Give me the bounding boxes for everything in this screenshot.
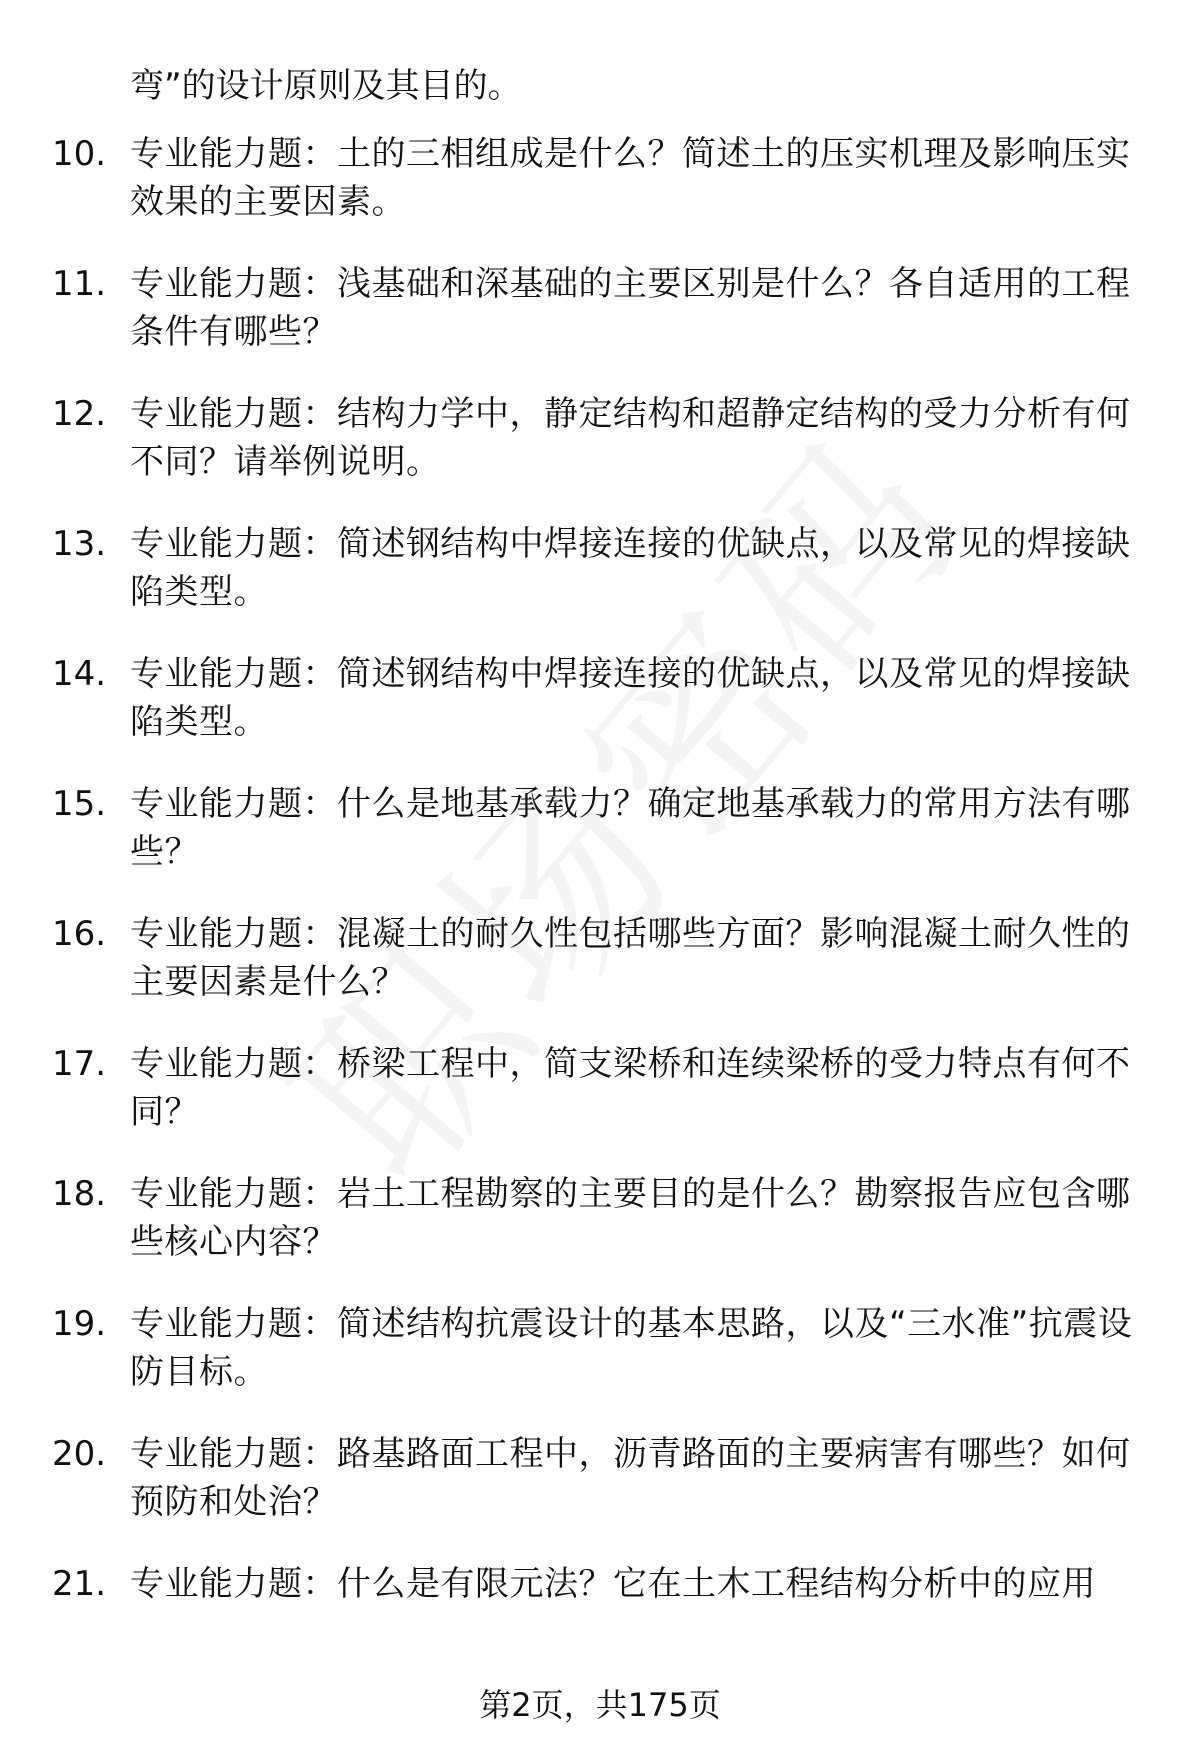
question-number: 11. [52, 264, 107, 304]
page-footer: 第2页，共175页 [479, 1686, 721, 1724]
question-text: 专业能力题：路基路面工程中，沥青路面的主要病害有哪些？如何预防和处治？ [130, 1434, 1131, 1522]
question-text: 专业能力题：浅基础和深基础的主要区别是什么？各自适用的工程条件有哪些？ [130, 264, 1131, 352]
question-text: 专业能力题：土的三相组成是什么？简述土的压实机理及影响压实效果的主要因素。 [130, 134, 1131, 222]
question-text: 专业能力题：混凝土的耐久性包括哪些方面？影响混凝土耐久性的主要因素是什么？ [130, 914, 1131, 1002]
question-text: 专业能力题：结构力学中，静定结构和超静定结构的受力分析有何不同？请举例说明。 [130, 394, 1131, 482]
question-number: 15. [52, 784, 107, 824]
question-number: 17. [52, 1044, 107, 1084]
question-number: 18. [52, 1174, 107, 1214]
question-text: 专业能力题：简述钢结构中焊接连接的优缺点，以及常见的焊接缺陷类型。 [130, 654, 1131, 742]
question-number: 20. [52, 1434, 107, 1474]
question-number: 14. [52, 654, 107, 694]
question-text: 专业能力题：桥梁工程中，简支梁桥和连续梁桥的受力特点有何不同？ [130, 1044, 1131, 1132]
question-text: 专业能力题：什么是有限元法？它在土木工程结构分析中的应用 [130, 1564, 1096, 1604]
question-number: 12. [52, 394, 107, 434]
question-number: 13. [52, 524, 107, 564]
question-number: 16. [52, 914, 107, 954]
question-text: 专业能力题：岩土工程勘察的主要目的是什么？勘察报告应包含哪些核心内容？ [130, 1174, 1131, 1262]
question-number: 10. [52, 134, 107, 174]
question-text: 专业能力题：什么是地基承载力？确定地基承载力的常用方法有哪些？ [130, 784, 1131, 872]
continuation-text: 弯”的设计原则及其目的。 [130, 66, 522, 106]
question-number: 19. [52, 1304, 107, 1344]
question-text: 专业能力题：简述钢结构中焊接连接的优缺点，以及常见的焊接缺陷类型。 [130, 524, 1131, 612]
question-number: 21. [52, 1564, 107, 1604]
question-text: 专业能力题：简述结构抗震设计的基本思路，以及“三水准”抗震设防目标。 [130, 1304, 1133, 1392]
